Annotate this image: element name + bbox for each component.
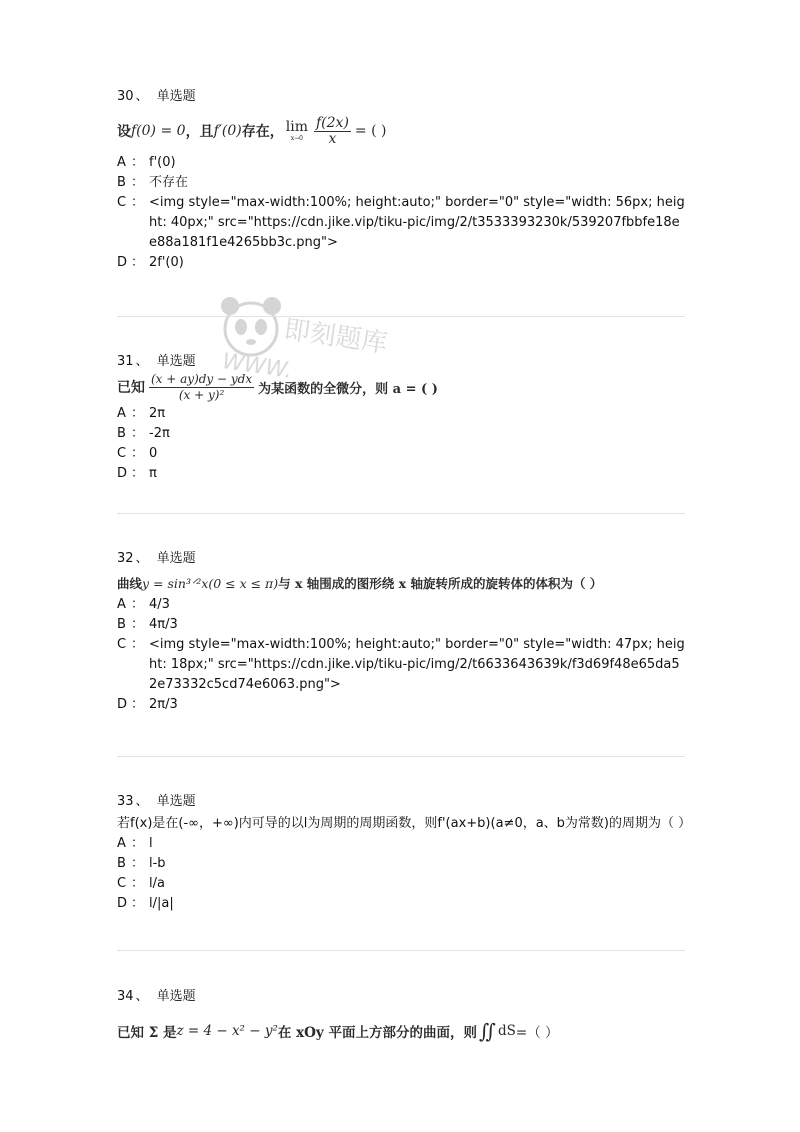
option-letter: B [117,426,126,441]
question-separator: 、 [135,89,149,104]
double-integral-symbol: ∬ [478,1019,496,1043]
question-30 [117,87,687,273]
option-text: -2π [149,426,170,441]
question-type: 单选题 [156,551,196,566]
divider [117,316,685,317]
question-stem-formula [117,573,687,593]
question-stem: 若f(x)是在(-∞，+∞)内可导的以l为周期的周期函数，则f'(ax+b)(a≠0，a、b为常数)的周期为（ ） [117,816,692,831]
question-header [117,792,687,812]
question-34 [117,987,687,1051]
option-text: l/|a| [149,896,174,911]
fraction-numerator: f(2x) [316,114,349,131]
formula-integrand: dS [498,1023,516,1039]
option-letter: A [117,155,126,170]
option-b[interactable]: B ： l-b [117,854,687,874]
formula-prefix: 设 [117,124,131,140]
question-number: 30 [117,89,134,104]
option-d[interactable]: D ： l/|a| [117,894,687,914]
option-text: f'(0) [149,155,176,170]
option-a[interactable]: A ： 4/3 [117,595,687,615]
question-number: 32 [117,551,134,566]
question-type: 单选题 [156,794,196,809]
option-letter: B [117,856,126,871]
option-c[interactable]: C ： 0 [117,444,687,464]
question-number: 33 [117,794,134,809]
option-text: π [149,466,157,481]
question-type: 单选题 [156,89,196,104]
question-33 [117,792,692,914]
option-text: l [149,836,153,851]
options-list [117,153,687,273]
divider [117,513,685,514]
formula-prefix: 已知 Σ 是 [117,1025,177,1041]
option-d[interactable]: D ： 2f'(0) [117,253,687,273]
option-text: 2π [149,406,166,421]
formula-exists: 存在， [241,124,284,140]
option-d[interactable]: D ： 2π/3 [117,695,687,715]
formula-tail: =（ ） [515,1025,559,1041]
formula-condition-2: f′(0) [213,123,242,139]
option-text: 0 [149,446,158,461]
divider [117,756,685,757]
option-text: l-b [149,856,166,871]
question-separator: 、 [135,354,149,369]
option-letter: D [117,697,128,712]
question-stem-formula [117,111,687,151]
formula-prefix: 已知 [117,380,145,396]
formula-expression: z = 4 − x² − y² [176,1023,278,1039]
watermark-url: WWW. [220,349,294,384]
question-type: 单选题 [156,989,196,1004]
option-letter: B [117,617,126,632]
options-list [117,595,687,715]
question-separator: 、 [135,989,149,1004]
option-c[interactable]: C ： l/a [117,874,687,894]
formula-fraction [314,116,351,147]
question-number: 34 [117,989,134,1004]
option-text: 2π/3 [149,697,178,712]
question-31 [117,352,687,484]
option-a[interactable]: A ： 2π [117,404,687,424]
option-letter: D [117,255,128,270]
option-text: 4π/3 [149,617,178,632]
question-stem-formula [117,1011,687,1051]
option-letter: C [117,446,127,461]
formula-fraction [149,372,254,403]
question-header [117,87,687,107]
question-stem-formula [117,370,687,404]
question-header [117,549,687,569]
option-letter: C [117,637,127,652]
option-letter: A [117,597,126,612]
watermark-brand: 即刻题库 [282,314,390,360]
formula-tail: = ( ) [354,123,387,139]
option-text: <img style="max-width:100%; height:auto;" border="0" style="width: 47px; height: 18px;" src="https://cdn.jike.vip/tiku-pic/img/2/t6633643639k/f3d69f48e65da52e73332c5cd74e6063.png"> [149,637,685,692]
formula-limit [286,119,308,143]
limit-subscript: x→0 [290,135,303,142]
limit-symbol: lim [285,119,308,135]
fraction-denominator: (x + y)² [178,387,225,402]
fraction-numerator: (x + ay)dy − ydx [151,371,253,386]
fraction-denominator: x [328,130,337,147]
option-letter: B [117,175,126,190]
options-list [117,834,687,914]
option-text: 2f'(0) [149,255,184,270]
option-a[interactable]: A ： l [117,834,687,854]
question-separator: 、 [135,551,149,566]
option-text: l/a [149,876,165,891]
formula-prefix: 曲线 [117,576,143,591]
option-letter: A [117,836,126,851]
option-b[interactable]: B ： 不存在 [117,173,687,193]
formula-expression: y = sin³ᐟ²x(0 ≤ x ≤ π) [142,575,279,591]
formula-tail: 为某函数的全微分，则 a = ( ) [258,381,438,397]
question-header [117,352,687,372]
option-d[interactable]: D ： π [117,464,687,484]
option-a[interactable]: A ： f'(0) [117,153,687,173]
option-b[interactable]: B ： -2π [117,424,687,444]
question-number: 31 [117,354,134,369]
option-letter: D [117,466,128,481]
option-text: 4/3 [149,597,170,612]
question-type: 单选题 [156,354,196,369]
option-text: 不存在 [149,175,189,190]
options-list [117,404,687,484]
option-text: <img style="max-width:100%; height:auto;" border="0" style="width: 56px; height: 40px;" src="https://cdn.jike.vip/tiku-pic/img/2/t3533393230k/539207fbbfe18ee88a181f1e4265bb3c.png"> [149,195,685,250]
option-letter: A [117,406,126,421]
formula-mid: ，且 [185,124,214,140]
question-header [117,987,687,1007]
formula-mid: 在 xOy 平面上方部分的曲面，则 [277,1025,477,1041]
formula-tail: 与 x 轴围成的图形绕 x 轴旋转所成的旋转体的体积为（ ） [278,576,603,591]
option-c[interactable]: C ： <img style="max-width:100%; height:auto;" border="0" style="width: 47px; height: 18px;" src="https://cdn.jike.vip/tiku-pic/img/2/t6633643639k/f3d69f48e65da52e73332c5cd74e6063.png"> [117,635,687,695]
option-letter: C [117,195,127,210]
option-letter: C [117,876,127,891]
option-b[interactable]: B ： 4π/3 [117,615,687,635]
question-32 [117,549,687,715]
formula-condition-1: f(0) = 0 [131,123,186,139]
divider [117,950,685,951]
option-c[interactable]: C ： <img style="max-width:100%; height:auto;" border="0" style="width: 56px; height: 40px;" src="https://cdn.jike.vip/tiku-pic/img/2/t3533393230k/539207fbbfe18ee88a181f1e4265bb3c.png"> [117,193,687,253]
question-separator: 、 [135,794,149,809]
option-letter: D [117,896,128,911]
